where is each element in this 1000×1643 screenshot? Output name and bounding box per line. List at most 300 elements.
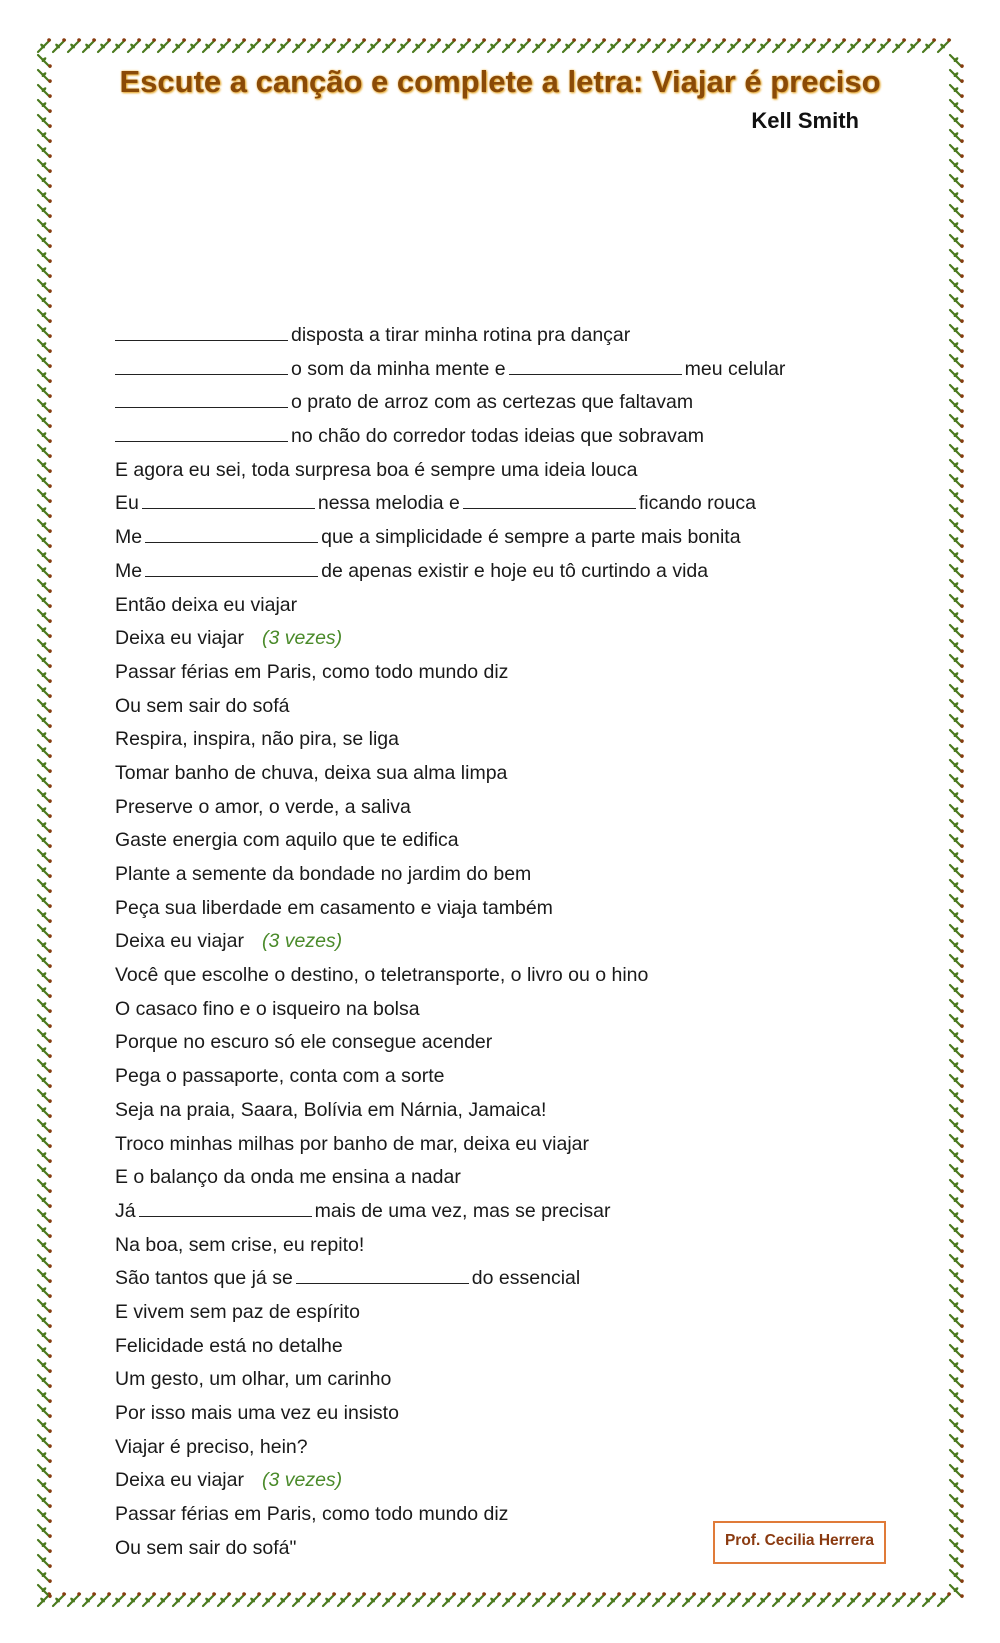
vine-sprig — [38, 280, 52, 293]
vine-sprig — [38, 205, 52, 218]
vine-sprig — [698, 1592, 711, 1606]
lyric-line — [115, 386, 875, 420]
vine-sprig — [38, 1540, 52, 1553]
vine-sprig — [950, 235, 964, 248]
vine-sprig — [950, 400, 964, 413]
lyric-line — [115, 319, 875, 353]
vine-sprig — [950, 1405, 964, 1418]
vine-sprig — [950, 340, 964, 353]
vine-sprig — [788, 38, 801, 52]
vine-sprig — [128, 38, 141, 52]
lyric-text: E agora eu sei, toda surpresa boa é sempre uma ideia louca — [115, 458, 638, 481]
vine-sprig — [323, 1592, 336, 1606]
vine-sprig — [578, 38, 591, 52]
lyric-line — [115, 487, 875, 521]
vine-sprig — [53, 1592, 66, 1606]
vine-sprig — [38, 985, 52, 998]
vine-sprig — [473, 38, 486, 52]
lyric-line — [115, 1262, 875, 1296]
vine-sprig — [38, 1495, 52, 1508]
lyric-line — [115, 791, 875, 825]
vine-sprig — [38, 190, 52, 203]
vine-sprig — [773, 1592, 786, 1606]
vine-sprig — [533, 38, 546, 52]
vine-sprig — [950, 1480, 964, 1493]
vine-sprig — [158, 1592, 171, 1606]
lyric-text: Já — [115, 1199, 136, 1222]
lyric-text: São tantos que já se — [115, 1267, 293, 1290]
vine-sprig — [38, 1030, 52, 1043]
song-author: Kell Smith — [751, 108, 859, 133]
vine-sprig — [713, 38, 726, 52]
vine-sprig — [248, 1592, 261, 1606]
vine-sprig — [38, 1375, 52, 1388]
vine-sprig — [950, 1180, 964, 1193]
vine-sprig — [950, 895, 964, 908]
vine-sprig — [38, 1120, 52, 1133]
lyric-line — [115, 622, 875, 656]
vine-sprig — [38, 1060, 52, 1073]
fill-in-blank[interactable] — [139, 1198, 312, 1217]
vine-sprig — [950, 1030, 964, 1043]
lyric-text: Então deixa eu viajar — [115, 593, 298, 616]
vine-sprig — [950, 175, 964, 188]
vine-sprig — [950, 445, 964, 458]
vine-sprig — [38, 760, 52, 773]
vine-sprig — [428, 1592, 441, 1606]
vine-sprig — [38, 490, 52, 503]
vine-sprig — [938, 1592, 951, 1606]
lyric-text: o prato de arroz com as certezas que faltavam — [291, 391, 694, 414]
vine-sprig — [788, 1592, 801, 1606]
vine-sprig — [278, 38, 291, 52]
vine-sprig — [950, 1435, 964, 1448]
vine-sprig — [38, 430, 52, 443]
lyric-text: nessa melodia e — [317, 492, 460, 515]
vine-sprig — [38, 1480, 52, 1493]
vine-sprig — [950, 1300, 964, 1313]
vine-sprig — [173, 38, 186, 52]
lyric-line — [115, 1195, 875, 1229]
vine-sprig — [863, 1592, 876, 1606]
vine-sprig — [713, 1592, 726, 1606]
vine-sprig — [950, 220, 964, 233]
vine-sprig — [38, 415, 52, 428]
vine-sprig — [38, 1525, 52, 1538]
vine-sprig — [923, 38, 936, 52]
vine-sprig — [38, 565, 52, 578]
lyric-line — [115, 1229, 875, 1263]
vine-sprig — [473, 1592, 486, 1606]
vine-sprig — [338, 38, 351, 52]
vine-sprig — [950, 1135, 964, 1148]
fill-in-blank[interactable] — [145, 558, 318, 577]
vine-sprig — [38, 1285, 52, 1298]
vine-sprig — [950, 565, 964, 578]
vine-sprig — [98, 1592, 111, 1606]
vine-sprig — [950, 940, 964, 953]
vine-sprig — [38, 940, 52, 953]
lyric-text: Me — [115, 559, 143, 582]
vine-sprig — [383, 38, 396, 52]
vine-sprig — [728, 38, 741, 52]
vine-sprig — [308, 38, 321, 52]
vine-sprig — [803, 1592, 816, 1606]
lyric-text: Você que escolhe o destino, o teletransporte, o livro ou o hino — [115, 964, 649, 987]
vine-sprig — [38, 1510, 52, 1523]
vine-sprig — [38, 1300, 52, 1313]
lyric-text: Ou sem sair do sofá — [115, 694, 290, 717]
lyric-text: Felicidade está no detalhe — [115, 1334, 343, 1357]
fill-in-blank[interactable] — [142, 490, 315, 509]
vine-sprig — [338, 1592, 351, 1606]
vine-sprig — [950, 850, 964, 863]
vine-sprig — [38, 685, 52, 698]
vine-sprig — [488, 1592, 501, 1606]
vine-sprig — [458, 1592, 471, 1606]
vine-sprig — [608, 38, 621, 52]
lyrics-block — [115, 319, 875, 1565]
lyric-line — [115, 959, 875, 993]
vine-sprig — [950, 1420, 964, 1433]
vine-sprig — [83, 1592, 96, 1606]
lyric-line — [115, 858, 875, 892]
vine-sprig — [503, 1592, 516, 1606]
vine-sprig — [683, 38, 696, 52]
vine-sprig — [950, 130, 964, 143]
vine-sprig — [38, 835, 52, 848]
vine-sprig — [353, 38, 366, 52]
vine-sprig — [950, 580, 964, 593]
lyric-line — [115, 690, 875, 724]
vine-sprig — [38, 1015, 52, 1028]
vine-sprig — [38, 310, 52, 323]
vine-sprig — [158, 38, 171, 52]
fill-in-blank[interactable] — [463, 490, 636, 509]
vine-sprig — [878, 38, 891, 52]
vine-sprig — [38, 655, 52, 668]
lyric-text: Tomar banho de chuva, deixa sua alma limpa — [115, 761, 508, 784]
vine-sprig — [908, 1592, 921, 1606]
vine-sprig — [548, 1592, 561, 1606]
vine-sprig — [950, 655, 964, 668]
vine-sprig — [443, 1592, 456, 1606]
vine-sprig — [950, 1285, 964, 1298]
vine-sprig — [38, 970, 52, 983]
vine-sprig — [950, 1045, 964, 1058]
lyric-text: o som da minha mente e — [291, 357, 506, 380]
fill-in-blank[interactable] — [296, 1265, 469, 1284]
lyric-text: Seja na praia, Saara, Bolívia em Nárnia, Jamaica! — [115, 1098, 547, 1121]
vine-sprig — [458, 38, 471, 52]
vine-sprig — [218, 1592, 231, 1606]
vine-sprig — [173, 1592, 186, 1606]
vine-sprig — [950, 985, 964, 998]
vine-sprig — [950, 1315, 964, 1328]
lyric-line — [115, 1330, 875, 1364]
vine-sprig — [38, 1570, 52, 1583]
lyric-line — [115, 1161, 875, 1195]
vine-sprig — [950, 970, 964, 983]
vine-sprig — [908, 38, 921, 52]
vine-sprig — [950, 775, 964, 788]
vine-sprig — [518, 1592, 531, 1606]
vine-sprig — [758, 1592, 771, 1606]
vine-sprig — [893, 38, 906, 52]
vine-sprig — [38, 550, 52, 563]
vine-sprig — [950, 325, 964, 338]
vine-sprig — [38, 895, 52, 908]
vine-sprig — [950, 1330, 964, 1343]
vine-sprig — [950, 490, 964, 503]
vine-sprig — [293, 1592, 306, 1606]
lyric-text: E vivem sem paz de espírito — [115, 1300, 360, 1323]
vine-sprig — [38, 1450, 52, 1463]
vine-sprig — [38, 1105, 52, 1118]
vine-sprig — [38, 1465, 52, 1478]
vine-sprig — [308, 1592, 321, 1606]
vine-sprig — [950, 505, 964, 518]
vine-sprig — [950, 1255, 964, 1268]
vine-sprig — [38, 1345, 52, 1358]
vine-sprig — [38, 115, 52, 128]
worksheet-title: Escute a canção e complete a letra: Viajar é preciso — [119, 64, 881, 99]
vine-sprig — [38, 1255, 52, 1268]
vine-sprig — [623, 38, 636, 52]
vine-sprig — [950, 1210, 964, 1223]
vine-sprig — [833, 38, 846, 52]
vine-sprig — [38, 145, 52, 158]
vine-sprig — [653, 38, 666, 52]
vine-sprig — [950, 955, 964, 968]
vine-sprig — [950, 1525, 964, 1538]
vine-sprig — [38, 460, 52, 473]
vine-sprig — [950, 280, 964, 293]
vine-sprig — [398, 38, 411, 52]
vine-sprig — [38, 1195, 52, 1208]
lyric-text: no chão do corredor todas ideias que sobravam — [291, 425, 705, 448]
vine-sprig — [950, 100, 964, 113]
vine-sprig — [923, 1592, 936, 1606]
vine-sprig — [950, 1390, 964, 1403]
vine-sprig — [38, 100, 52, 113]
lyric-line — [115, 555, 875, 589]
vine-sprig — [263, 1592, 276, 1606]
vine-sprig — [950, 535, 964, 548]
vine-sprig — [38, 355, 52, 368]
vine-sprig — [38, 820, 52, 833]
lyric-text: E o balanço da onda me ensina a nadar — [115, 1166, 461, 1189]
vine-sprig — [950, 415, 964, 428]
vine-sprig — [950, 1105, 964, 1118]
vine-sprig — [38, 640, 52, 653]
vine-sprig — [38, 340, 52, 353]
vine-sprig — [38, 1555, 52, 1568]
vine-sprig — [743, 38, 756, 52]
vine-sprig — [68, 38, 81, 52]
lyric-text: Gaste energia com aquilo que te edifica — [115, 829, 459, 852]
lyric-line — [115, 1128, 875, 1162]
vine-sprig — [143, 1592, 156, 1606]
lyric-line — [115, 892, 875, 926]
vine-sprig — [38, 400, 52, 413]
vine-sprig — [38, 1225, 52, 1238]
vine-sprig — [263, 38, 276, 52]
vine-sprig — [38, 625, 52, 638]
vine-sprig — [38, 265, 52, 278]
vine-sprig — [38, 38, 51, 52]
vine-sprig — [38, 130, 52, 143]
vine-sprig — [38, 670, 52, 683]
vine-sprig — [368, 38, 381, 52]
vine-sprig — [38, 1270, 52, 1283]
vine-sprig — [368, 1592, 381, 1606]
vine-sprig — [38, 1585, 52, 1598]
vine-sprig — [518, 38, 531, 52]
vine-sprig — [323, 38, 336, 52]
vine-sprig — [818, 38, 831, 52]
lyric-text: O casaco fino e o isqueiro na bolsa — [115, 997, 420, 1020]
vine-sprig — [413, 38, 426, 52]
vine-sprig — [38, 1240, 52, 1253]
vine-sprig — [38, 1075, 52, 1088]
vine-sprig — [950, 880, 964, 893]
fill-in-blank[interactable] — [115, 322, 288, 341]
lyric-line — [115, 1094, 875, 1128]
vine-sprig — [38, 1000, 52, 1013]
vine-sprig — [38, 910, 52, 923]
vine-sprig — [233, 38, 246, 52]
vine-sprig — [38, 1090, 52, 1103]
vine-sprig — [38, 1390, 52, 1403]
lyric-text: Ou sem sair do sofá" — [115, 1536, 297, 1559]
lyric-line — [115, 1464, 875, 1498]
vine-sprig — [443, 38, 456, 52]
vine-sprig — [38, 250, 52, 263]
lyric-line — [115, 925, 875, 959]
vine-sprig — [503, 38, 516, 52]
vine-sprig — [38, 790, 52, 803]
vine-sprig — [950, 1015, 964, 1028]
vine-sprig — [593, 1592, 606, 1606]
vine-sprig — [950, 265, 964, 278]
vine-sprig — [38, 715, 52, 728]
vine-sprig — [428, 38, 441, 52]
vine-sprig — [188, 1592, 201, 1606]
vine-sprig — [950, 1090, 964, 1103]
vine-sprig — [38, 850, 52, 863]
lyric-line — [115, 353, 875, 387]
lyric-text: do essencial — [471, 1267, 581, 1290]
vine-sprig — [950, 1585, 964, 1598]
vine-sprig — [38, 745, 52, 758]
vine-sprig — [950, 385, 964, 398]
vine-sprig — [653, 1592, 666, 1606]
vine-sprig — [950, 160, 964, 173]
lyric-text: Um gesto, um olhar, um carinho — [115, 1368, 392, 1391]
vine-sprig — [950, 1270, 964, 1283]
vine-sprig — [950, 595, 964, 608]
fill-in-blank[interactable] — [145, 524, 318, 543]
vine-sprig — [38, 865, 52, 878]
vine-sprig — [38, 175, 52, 188]
fill-in-blank[interactable] — [115, 423, 288, 442]
vine-sprig — [53, 38, 66, 52]
lyric-text: ficando rouca — [638, 492, 756, 515]
lyric-line — [115, 1431, 875, 1465]
fill-in-blank[interactable] — [115, 389, 288, 408]
repeat-note: (3 vezes) — [261, 1469, 343, 1492]
vine-sprig — [683, 1592, 696, 1606]
lyric-line — [115, 420, 875, 454]
vine-sprig — [950, 1075, 964, 1088]
vine-sprig — [950, 115, 964, 128]
lyric-line — [115, 757, 875, 791]
vine-sprig — [38, 880, 52, 893]
vine-sprig — [950, 685, 964, 698]
vine-sprig — [38, 1315, 52, 1328]
lyric-text: Me — [115, 526, 143, 549]
lyric-text: Peça sua liberdade em casamento e viaja também — [115, 896, 553, 919]
vine-sprig — [938, 38, 951, 52]
vine-sprig — [950, 820, 964, 833]
lyric-text: Viajar é preciso, hein? — [115, 1435, 308, 1458]
vine-sprig — [950, 910, 964, 923]
lyric-text: Eu — [115, 492, 139, 515]
lyric-line — [115, 454, 875, 488]
lyric-text: Plante a semente da bondade no jardim do bem — [115, 863, 532, 885]
vine-sprig — [38, 1135, 52, 1148]
vine-sprig — [38, 535, 52, 548]
vine-sprig — [950, 1120, 964, 1133]
vine-sprig — [950, 760, 964, 773]
vine-sprig — [950, 715, 964, 728]
vine-sprig — [950, 1540, 964, 1553]
vine-sprig — [950, 1495, 964, 1508]
vine-sprig — [950, 865, 964, 878]
vine-sprig — [98, 38, 111, 52]
vine-sprig — [38, 805, 52, 818]
vine-sprig — [38, 475, 52, 488]
fill-in-blank[interactable] — [509, 356, 682, 375]
lyric-text: disposta a tirar minha rotina pra dançar — [291, 324, 631, 346]
vine-sprig — [578, 1592, 591, 1606]
lyric-text: Deixa eu viajar — [115, 627, 244, 650]
vine-sprig — [950, 145, 964, 158]
vine-sprig — [38, 1165, 52, 1178]
vine-sprig — [950, 1150, 964, 1163]
vine-sprig — [38, 1405, 52, 1418]
vine-sprig — [950, 1465, 964, 1478]
vine-sprig — [773, 38, 786, 52]
lyric-text: mais de uma vez, mas se precisar — [314, 1199, 611, 1222]
lyric-text: Na boa, sem crise, eu repito! — [115, 1233, 365, 1256]
vine-sprig — [563, 1592, 576, 1606]
vine-sprig — [488, 38, 501, 52]
vine-sprig — [608, 1592, 621, 1606]
vine-sprig — [533, 1592, 546, 1606]
vine-sprig — [743, 1592, 756, 1606]
vine-sprig — [248, 38, 261, 52]
vine-sprig — [38, 235, 52, 248]
lyric-text: Troco minhas milhas por banho de mar, deixa eu viajar — [115, 1132, 590, 1155]
fill-in-blank[interactable] — [115, 356, 288, 375]
vine-sprig — [218, 38, 231, 52]
lyric-line — [115, 824, 875, 858]
vine-sprig — [950, 550, 964, 563]
vine-sprig — [278, 1592, 291, 1606]
vine-sprig — [38, 1150, 52, 1163]
